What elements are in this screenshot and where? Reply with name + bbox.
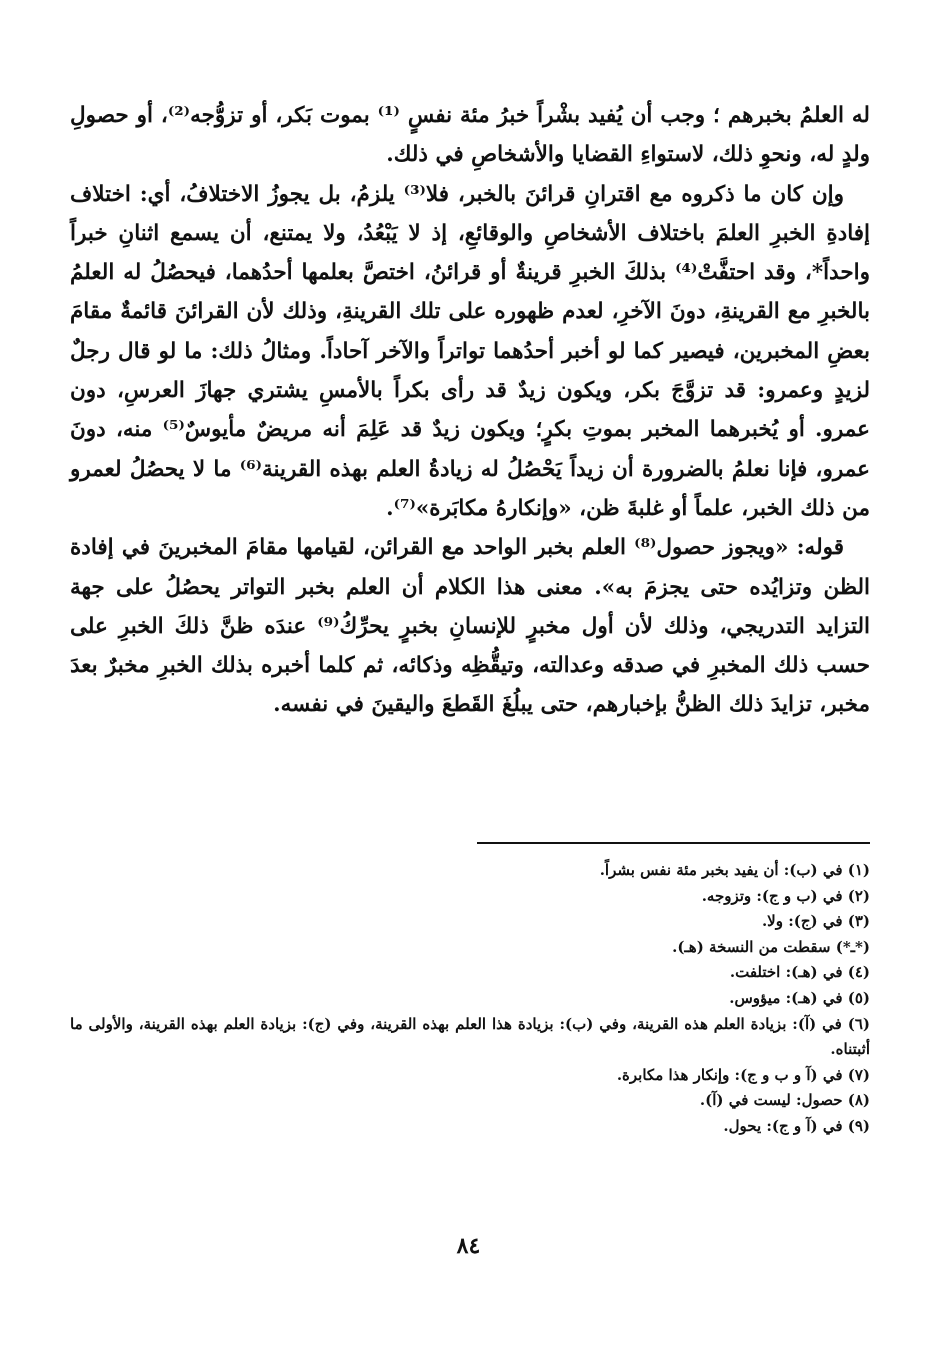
footnote-1: (١) في (ب): أن يفيد بخبر مئة نفس بشراً. xyxy=(599,861,870,879)
paragraph-3: قوله: «ويجوز حصول⁽⁸⁾ العلم بخبر الواحد مع القرائن، لقيامها مقامَ المخبرينَ في إفادة الظن وتزايُده حتى يجزمَ به». معنى هذا الكلام أن العلم بخبر التواتر يحصُلُ على جهة التزايد التدريجي، وذلك لأن أول مخبرٍ للإنسانِ بخبرٍ يحرِّكُ⁽⁹⁾ عندَه ظنَّ ذلكَ الخبرِ على حسب ذلك المخبرِ في صدقه وعدالته، وتيقُّظِه وذكائه، ثم كلما أخبره بذلك الخبرِ مخبرٌ بعدَ مخبر، تزايدَ ذلك الظنُّ بإخبارهم، حتى يبلُغَ القَطعَ واليقينَ في نفسه. xyxy=(70,535,870,718)
footnote-2: (٢) في (ب و ج): وتزوجه. xyxy=(701,886,870,905)
footnote-4: (٤) في (هـ): اختلفت. xyxy=(729,963,870,982)
page-number: ٨٤ xyxy=(456,1233,481,1259)
footnote-9: (٩) في (آ و ج): يحول. xyxy=(723,1116,870,1135)
footnote-star: (*ـ*) سقطت من النسخة (هـ). xyxy=(672,937,870,956)
footnote-divider xyxy=(477,842,870,844)
footnote-5: (٥) في (هـ): ميؤوس. xyxy=(729,988,870,1007)
paragraph-2: وإن كان ما ذكروه مع اقترانِ قرائنَ بالخبر، فلا⁽³⁾ يلزمُ، بل يجوزُ الاختلافُ، أي: اختلاف إفادةِ الخبرِ العلمَ باختلاف الأشخاصِ والوقائعِ، إذ لا يَبْعُدُ، ولا يمتنع، أن يسمع اثنانِ خبراً واحداً*، وقد احتفَّتْ⁽⁴⁾ بذلكَ الخبرِ قرينةٌ أو قرائنُ، اختصَّ بعلمها أحدُهما، فيحصُلُ له العلمُ بالخبرِ مع القرينةِ، دونَ الآخرِ، لعدم ظهوره على تلك القرينةِ، وذلك لأن القرائنَ قائمةٌ مقامَ بعضِ المخبرين، فيصير كما لو أخبر أحدُهما تواتراً والآخر آحاداً. ومثالُ ذلك: ما لو قال رجلٌ لزيدٍ وعمرو: قد تزوَّجَ بكر، ويكون زيدٌ قد رأى بكراً بالأمسِ يشتري جهازَ العرسِ، دون عمرو. أو يُخبرهما المخبر بموتِ بكرٍ؛ ويكون زيدٌ قد عَلِمَ أنه مريضٌ مأيوسٌ⁽⁵⁾ منه، دونَ عمرو، فإنا نعلمُ بالضرورة أن زيداً يَحْصُلُ له زيادةُ العلم بهذه القرينة⁽⁶⁾ ما لا يحصُلُ لعمرو من ذلك الخبر، علماً أو غلبةَ ظن، «وإنكارهُ مكابَرة»⁽⁷⁾. xyxy=(70,181,870,521)
footnote-7: (٧) في (آ و ب و ج): وإنكار هذا مكابرة. xyxy=(616,1065,870,1084)
footnotes xyxy=(70,858,870,1140)
footnote-3: (٣) في (ج): ولا. xyxy=(761,912,870,931)
main-text xyxy=(70,96,870,725)
paragraph-1: له العلمُ بخبرهم ؛ وجب أن يُفيد بشْراً خبرُ مئة نفسٍ ⁽¹⁾ بموت بَكر، أو تزوُّجه⁽²⁾، أو حصولِ ولدٍ له، ونحوِ ذلك، لاستواءِ القضايا والأشخاصِ في ذلك. xyxy=(70,103,870,168)
footnote-6: (٦) في (آ): بزيادة العلم هذه القرينة، وفي (ب): بزيادة هذا العلم بهذه القرينة، وفي (ج): بزيادة العلم بهذه القرينة، والأولى ما أثبتناه. xyxy=(70,1014,870,1059)
footnote-8: (٨) حصول: ليست في (آ). xyxy=(699,1091,870,1110)
